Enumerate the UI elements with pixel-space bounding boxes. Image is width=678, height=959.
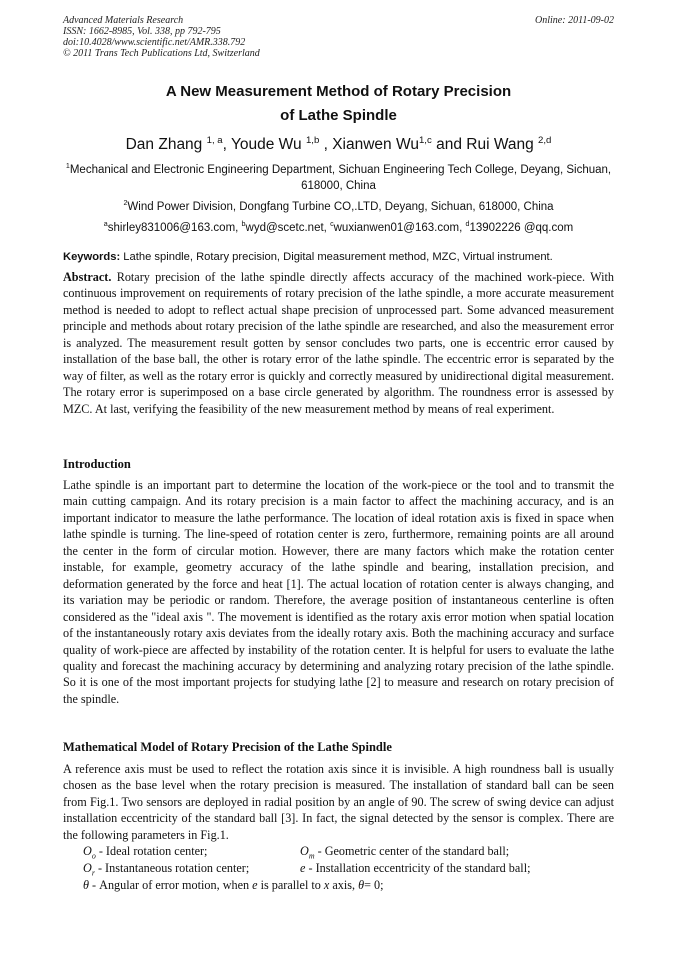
author-separator: , (222, 136, 231, 153)
symbol: O (83, 861, 92, 875)
model-text: A reference axis must be used to reflect the rotation axis since it is invisible. A high roundness ball is usually chosen as the base level when the rotary precision is measured. The installation of standard ball can be seen from Fig.1. Two sensors are deployed in radial position by an angle of 90. The screw of swing device can adjust installation eccentricity of the standard ball [3]. In fact, the signal detected by the sensor is complex. There are the following parameters in Fig.1. (63, 762, 614, 842)
keywords-text: Lathe spindle, Rotary precision, Digital measurement method, MZC, Virtual instrument. (120, 251, 553, 263)
parameter-description: - Geometric center of the standard ball; (314, 844, 510, 858)
journal-name: Advanced Materials Research (63, 15, 184, 26)
doi-line: doi:10.4028/www.scientific.net/AMR.338.792 (63, 37, 246, 48)
email-mark: c (330, 220, 334, 229)
title-line-1: A New Measurement Method of Rotary Precision (165, 83, 512, 100)
title-line-2: of Lathe Spindle (280, 107, 397, 124)
affiliation-1 (63, 162, 614, 194)
online-date: Online: 2011-09-02 (535, 15, 614, 26)
parameter-row (83, 843, 613, 860)
parameter-description: = 0; (364, 878, 384, 892)
affiliation-text: Wind Power Division, Dongfang Turbine CO,.LTD, Deyang, Sichuan, 618000, China (127, 201, 554, 213)
parameter-description: axis, (329, 878, 359, 892)
author-name: Xianwen Wu (332, 136, 419, 153)
author-separator: and (431, 136, 467, 153)
abstract (63, 269, 614, 417)
symbol-subscript: o (91, 851, 96, 861)
symbol: O (83, 844, 92, 858)
affiliation-mark: 1 (65, 162, 70, 171)
theta-symbol: θ (358, 878, 365, 892)
parameter-row (83, 860, 613, 877)
parameter-description: - Ideal rotation center; (95, 844, 208, 858)
email-address: 13902226 @qq.com (469, 222, 574, 234)
author-name: Rui Wang (466, 136, 539, 153)
introduction-text: Lathe spindle is an important part to determine the location of the work-piece or the tool and to transmit the main cutting campaign. And its rotary precision is a main factor to affect the machining accuracy, and is an important indicator to measure the lathe performance. The location of ideal rotation axis is fixed in space when lathe spindle is turning. The line-speed of rotation center is zero, furthermore, remaining points are all around the center in the form of circular motion. However, there are many factors which make the rotation center instable, for example, geometry accuracy of the lathe spindle and bearing, installation precision, and deformation generated by the force and heat [1]. The actual location of rotation center is always changing, and its variation may be periodic or random. Therefore, the average position of instantaneous centerline is often considered as the "ideal axis ". The movement is identified as the rotary axis error motion when spatial location of the instantaneously rotary axis deviates from the ideally rotary axis. Both the machining accuracy and surface quality of work-piece are affected by instability of the rotation center. It is helpful for users to evaluate the lathe quality and forecast the machining accuracy by determining and analyzing rotary precision of the lathe spindle. So it is one of the most important projects for studying lathe [2] to measure and research on rotary precision of the spindle. (63, 478, 614, 706)
affiliation-mark: 2 (123, 199, 128, 208)
email-list (63, 220, 614, 236)
keywords-label: Keywords: (63, 251, 121, 263)
theta-symbol: θ (83, 878, 89, 892)
author-affiliation-mark: 1,c (418, 134, 432, 146)
symbol-subscript: r (91, 868, 95, 878)
symbol: e (252, 878, 258, 892)
parameter-list (83, 843, 613, 894)
author-separator: , (319, 136, 333, 153)
email-mark: d (465, 220, 470, 229)
email-address: shirley831006@163.com, (107, 222, 242, 234)
affiliation-text: Mechanical and Electronic Engineering Department, Sichuan Engineering Tech College, Deyang, Sichuan, 618000, China (69, 164, 612, 192)
symbol: e (300, 861, 306, 875)
parameter-description: is parallel to (257, 878, 324, 892)
parameter-description: - Angular of error motion, when (89, 878, 253, 892)
author-name: Youde Wu (230, 136, 306, 153)
abstract-label: Abstract. (63, 270, 112, 284)
author-name: Dan Zhang (125, 136, 207, 153)
author-affiliation-mark: 2,d (538, 134, 552, 146)
symbol-subscript: m (308, 851, 315, 861)
symbol: O (300, 844, 309, 858)
section-heading-introduction: Introduction (63, 457, 131, 471)
issn-line: ISSN: 1662-8985, Vol. 338, pp 792-795 (63, 26, 221, 37)
email-mark: b (241, 220, 246, 229)
copyright-line: © 2011 Trans Tech Publications Ltd, Switzerland (63, 48, 260, 59)
affiliation-2 (63, 199, 614, 215)
journal-header (63, 15, 614, 59)
keywords (63, 250, 614, 264)
parameter-description: - Instantaneous rotation center; (94, 861, 250, 875)
parameter-description: - Installation eccentricity of the standard ball; (305, 861, 531, 875)
symbol: x (323, 878, 330, 892)
email-address: wuxianwen01@163.com, (333, 222, 466, 234)
author-affiliation-mark: 1,b (305, 134, 320, 146)
section-heading-model: Mathematical Model of Rotary Precision of the Lathe Spindle (63, 740, 392, 754)
parameter-row-theta (83, 877, 613, 894)
author-affiliation-mark: 1, a (206, 134, 223, 146)
email-address: wyd@scetc.net, (245, 222, 331, 234)
email-mark: a (103, 220, 108, 229)
author-list (63, 136, 614, 154)
abstract-text: Rotary precision of the lathe spindle directly affects accuracy of the machined work-piece. With continuous improvement on requirements of rotary precision of the lathe spindle, a more accurate measurement method is needed to adopt to reflect actual shape precision of unprocessed part. Some advanced measurement principle and methods about rotary precision of the lathe spindle are researched, and also the measurement error is analyzed. The measurement result gotten by sensor concludes two parts, one is eccentric error caused by installation of the base ball, the other is rotary error of the lathe spindle. The eccentric error is separated by the way of filter, as well as the rotary error is quickly and correctly measured by unidirectional digital measurement. The rotary error is superimposed on a base circle generated by algorithm. The roundness error is assessed by MZC. At last, verifying the feasibility of the new measurement method by means of real experiment. (63, 270, 614, 416)
paper-title (63, 80, 614, 128)
